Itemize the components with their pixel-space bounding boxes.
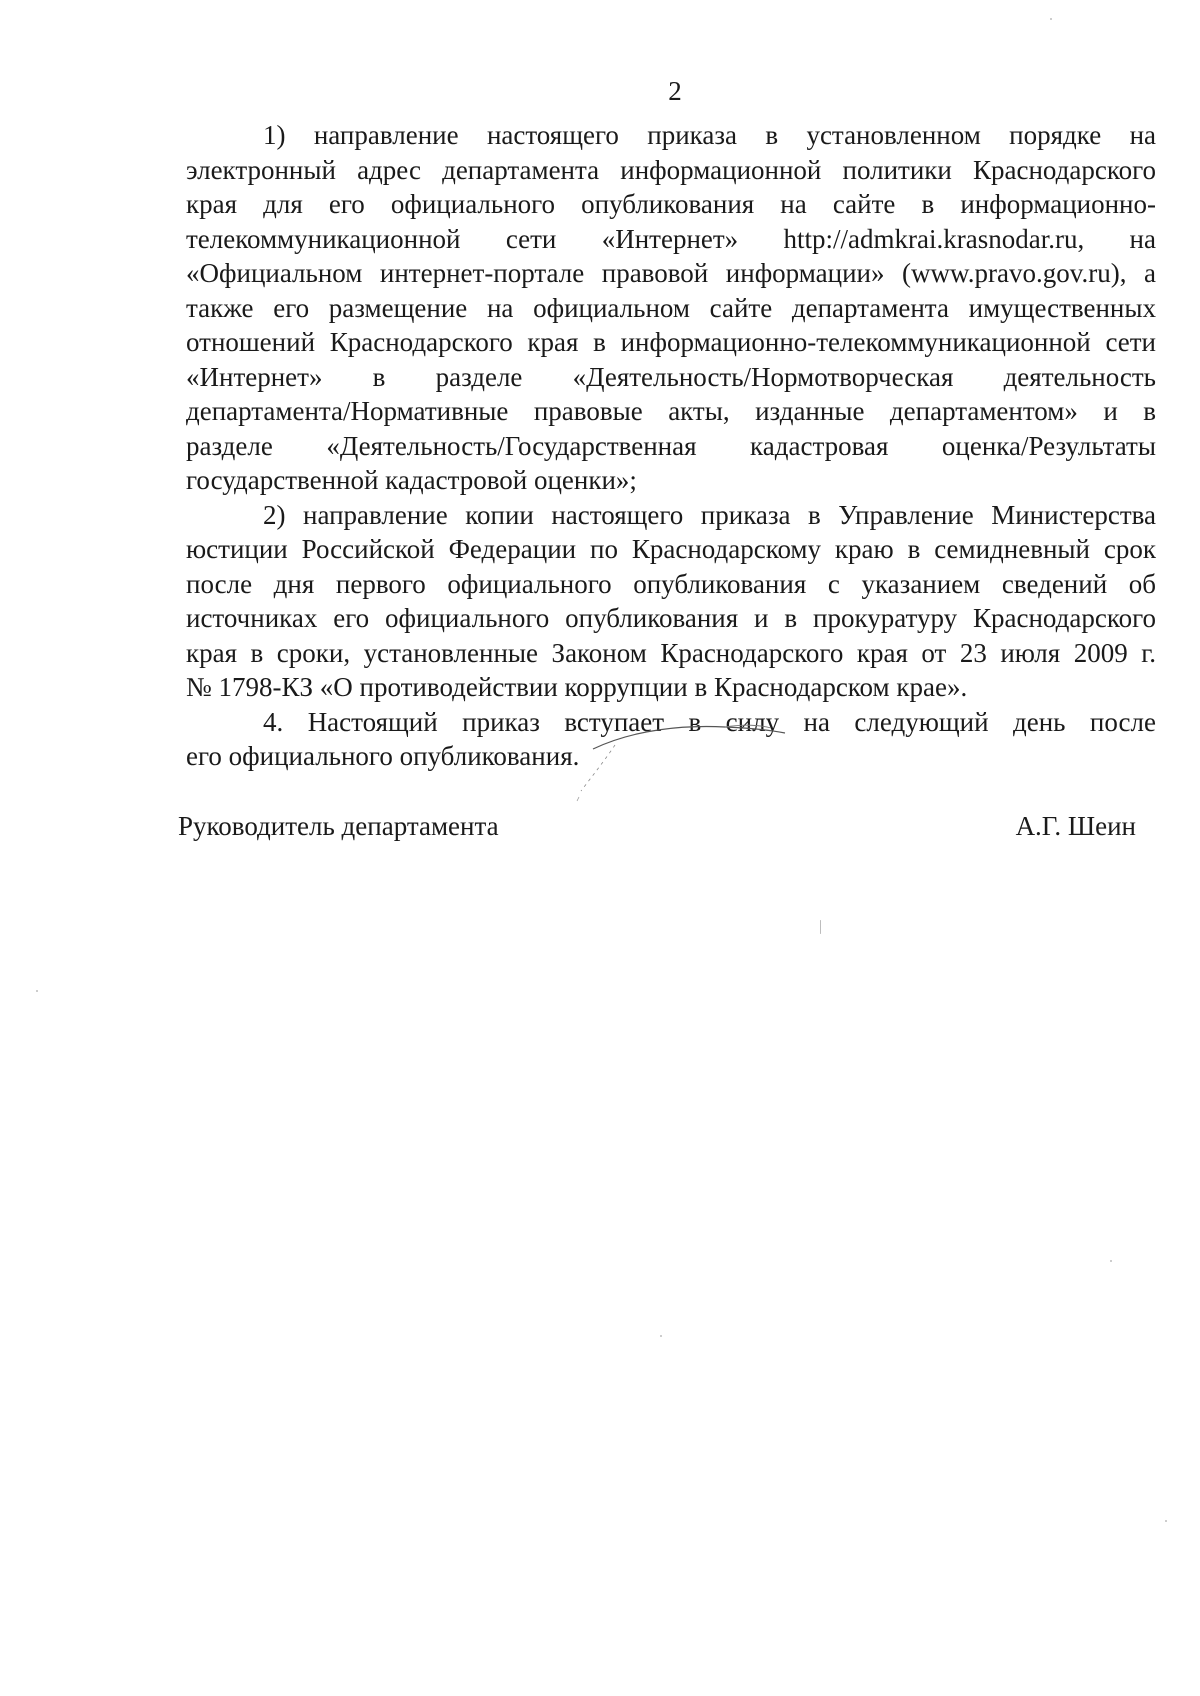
text-line: 1) направление настоящего приказа в установленном порядке на [263, 120, 1156, 150]
text-line: его официального опубликования. [186, 741, 580, 771]
text-line: разделе «Деятельность/Государственная кадастровая оценка/Результаты [186, 430, 1156, 461]
text-line: департамента/Нормативные правовые акты, изданные департаментом» и в [186, 396, 1156, 426]
text-line: края для его официального опубликования на сайте в информационно- [186, 189, 1156, 219]
text-line: 2) направление копии настоящего приказа в Управление Министерства [263, 499, 1156, 530]
handwritten-signature [575, 715, 835, 805]
text-line: электронный адрес департамента информационной политики Краснодарского [186, 154, 1156, 185]
text-line: источниках его официального опубликования и в прокуратуру Краснодарского [186, 603, 1156, 633]
text-line: после дня первого официального опубликования с указанием сведений об [186, 568, 1156, 599]
text-line: также его размещение на официальном сайте департамента имущественных [186, 292, 1156, 323]
text-line: «Интернет» в разделе «Деятельность/Нормотворческая деятельность [186, 361, 1156, 392]
signatory-name: А.Г. Шеин [1015, 811, 1136, 841]
page-number: 2 [668, 76, 682, 106]
text-line: телекоммуникационной сети «Интернет» http://admkrai.krasnodar.ru, на [186, 223, 1156, 254]
document-body [186, 118, 1156, 774]
text-line: края в сроки, установленные Законом Краснодарского края от 23 июля 2009 г. [186, 637, 1156, 668]
text-line: «Официальном интернет-портале правовой информации» (www.pravo.gov.ru), а [186, 258, 1156, 288]
text-line: № 1798-КЗ «О противодействии коррупции в Краснодарском крае». [186, 672, 968, 702]
signatory-title: Руководитель департамента [178, 811, 499, 841]
text-line: 4. Настоящий приказ вступает в силу на следующий день после [263, 706, 1156, 737]
text-line: государственной кадастровой оценки»; [186, 465, 637, 495]
text-line: юстиции Российской Федерации по Краснодарскому краю в семидневный срок [186, 534, 1156, 564]
text-line: отношений Краснодарского края в информационно-телекоммуникационной сети [186, 327, 1156, 357]
